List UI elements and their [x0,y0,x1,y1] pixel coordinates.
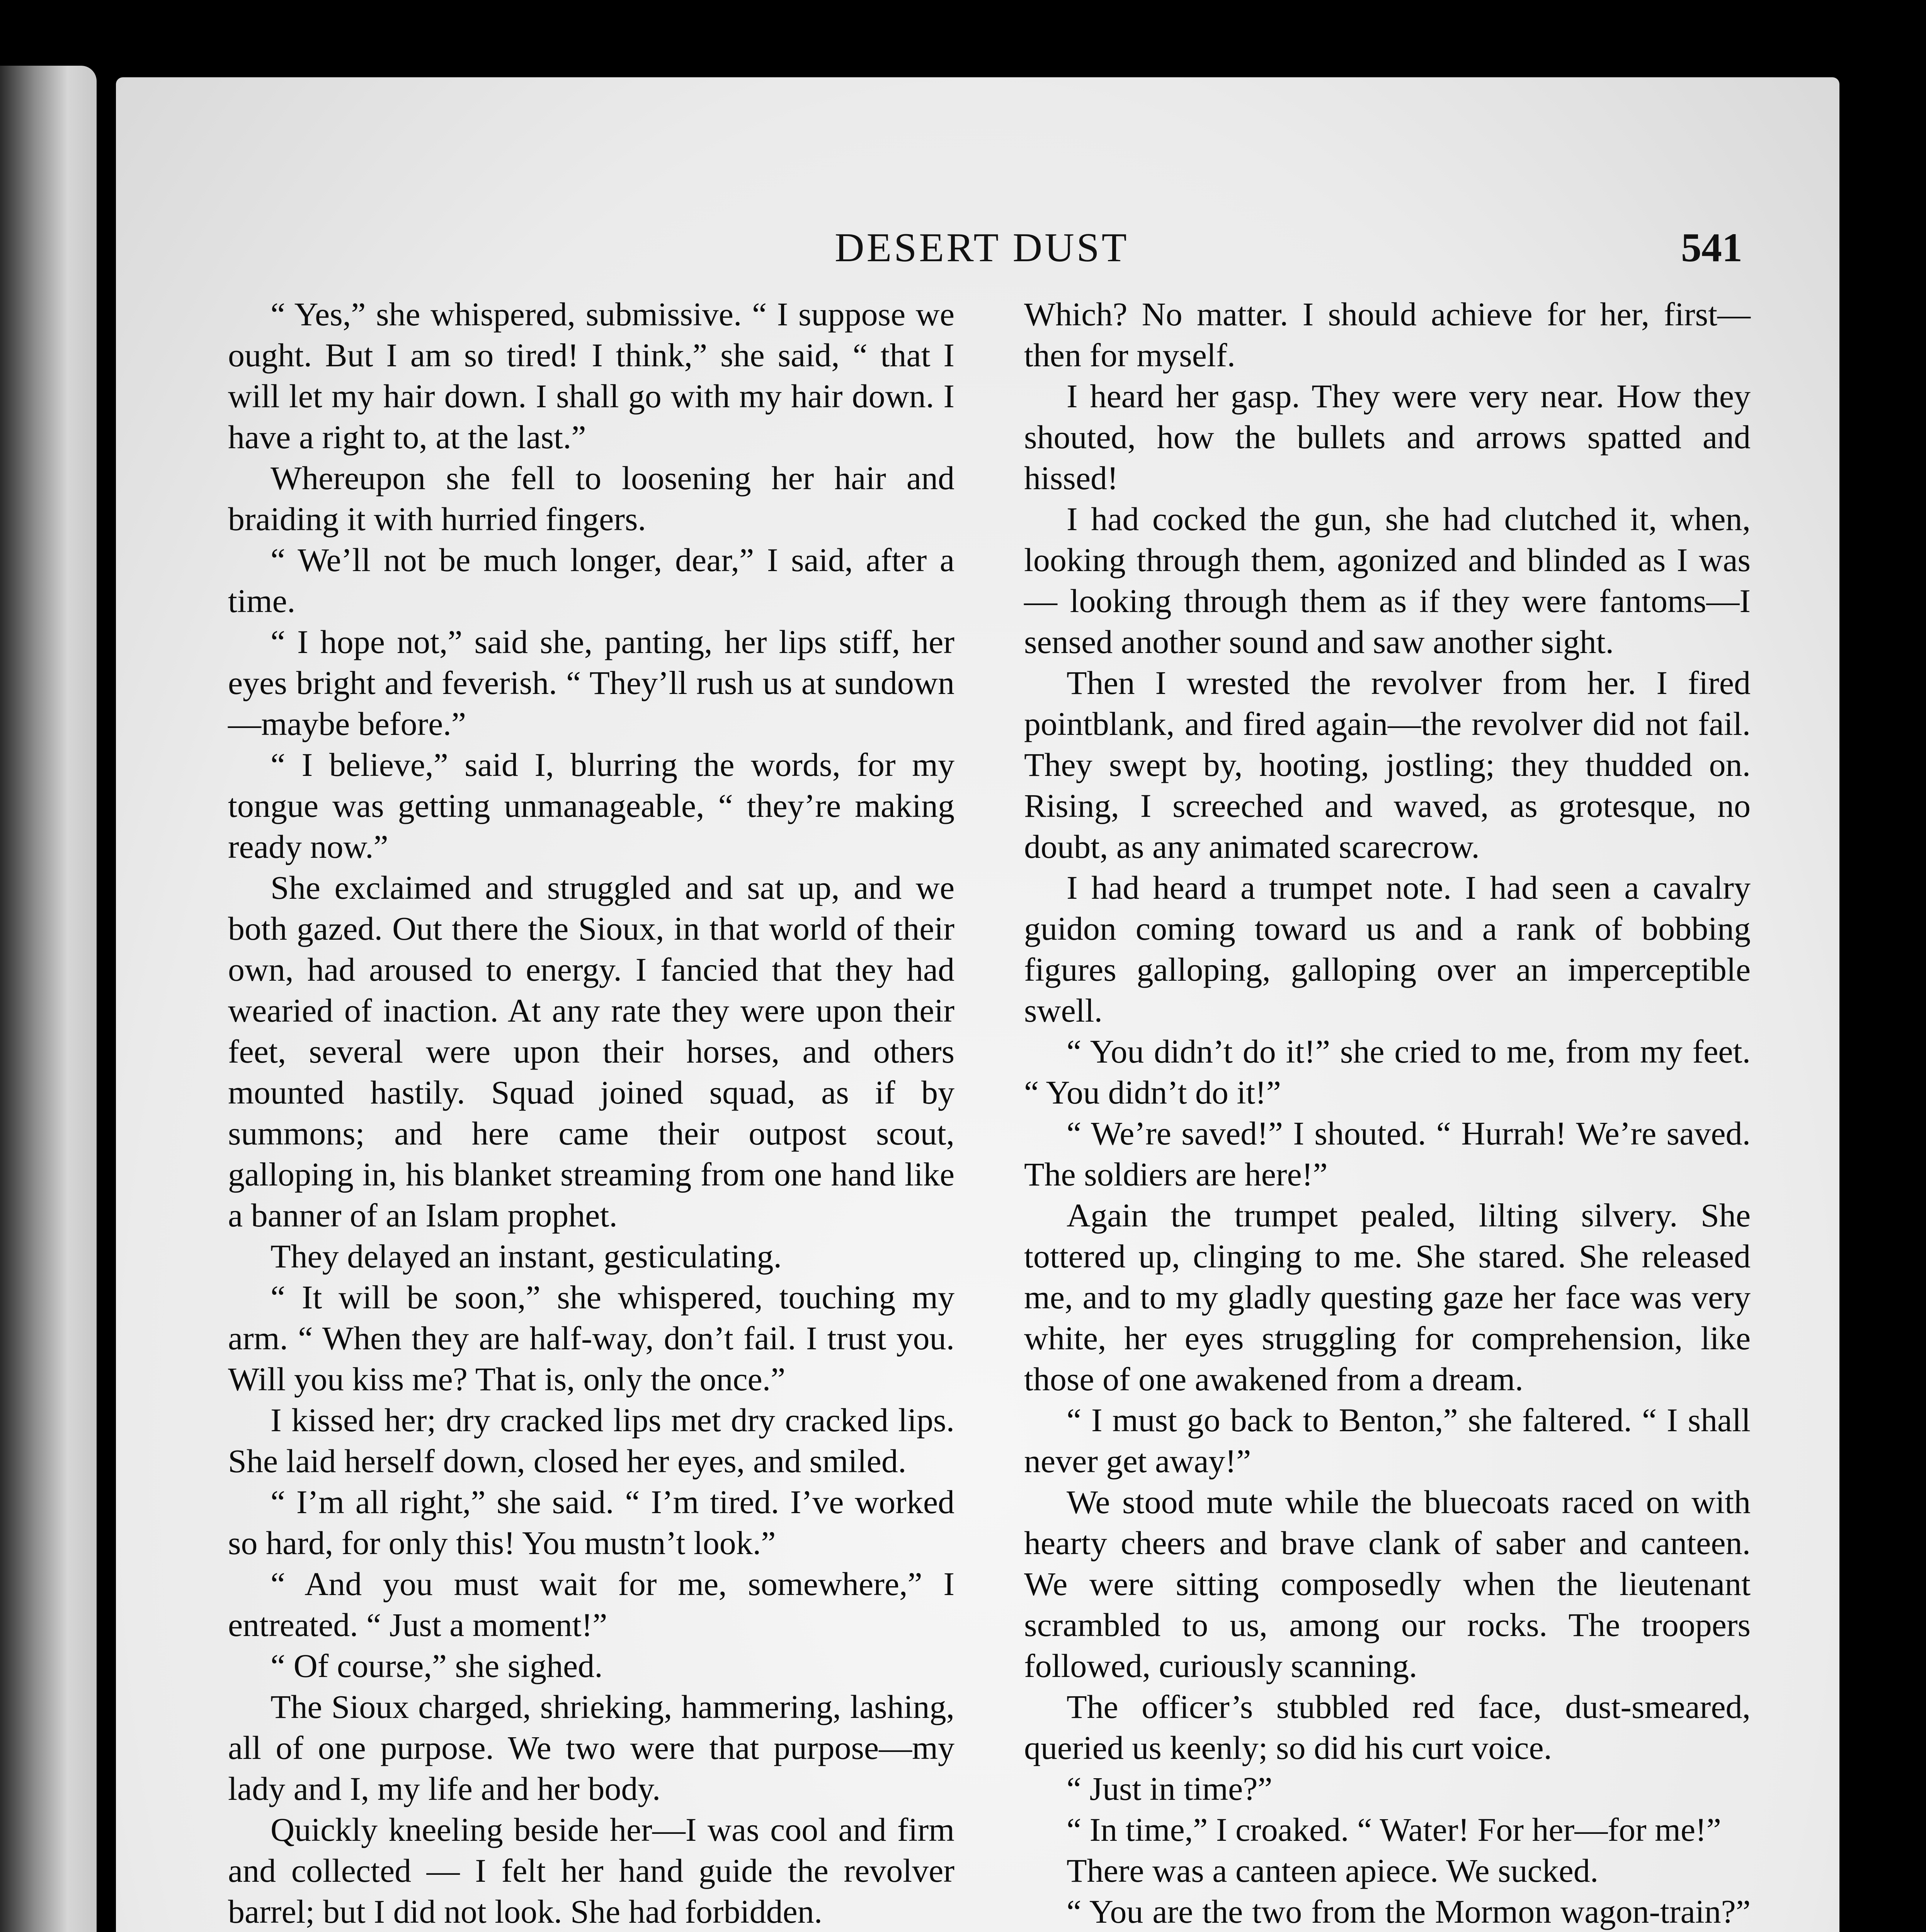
paragraph: “ We’ll not be much longer, dear,” I said, after a time. [228,541,954,619]
left-text-column [228,294,954,1932]
paragraph: Which? No matter. I should achieve for her, first—then for myself. [1024,296,1751,374]
paragraph: “ I must go back to Benton,” she faltered. “ I shall never get away!” [1024,1401,1751,1480]
paragraph: I had heard a trumpet note. I had seen a cavalry guidon coming toward us and a rank of bobbing figures galloping, galloping over an imperceptible swell. [1024,869,1751,1029]
paragraph: “ I hope not,” said she, panting, her lips stiff, her eyes bright and feverish. “ They’ll rush us at sundown—maybe before.” [228,623,954,742]
paragraph: We stood mute while the bluecoats raced on with hearty cheers and brave clank of saber and canteen. We were sitting composedly when the lieutenant scrambled to us, among our rocks. The troopers followed, curiously scanning. [1024,1483,1751,1684]
paragraph: Whereupon she fell to loosening her hair and braiding it with hurried fingers. [228,459,954,537]
paragraph: “ I believe,” said I, blurring the words, for my tongue was getting unmanageable, “ they’re making ready now.” [228,746,954,865]
paragraph: “ Of course,” she sighed. [271,1647,603,1684]
paragraph: I heard her gasp. They were very near. How they shouted, how the bullets and arrows spatted and hissed! [1024,378,1751,497]
paragraph: “ In time,” I croaked. “ Water! For her—for me!” [1067,1811,1721,1848]
page-number: 541 [1681,225,1742,270]
paragraph: “ We’re saved!” I shouted. “ Hurrah! We’re saved. The soldiers are here!” [1024,1115,1751,1193]
paragraph: Then I wrested the revolver from her. I fired pointblank, and fired again—the revolver did not fail. They swept by, hooting, jostling; they thudded on. Rising, I screeched and waved, as grotesque, no doubt, as any animated scarecrow. [1024,664,1751,865]
paragraph: “ You are the two from the Mormon wagon-train?” [1067,1893,1751,1930]
paragraph: I had cocked the gun, she had clutched it, when, looking through them, agonized and blinded as I was — looking through them as if they were fantoms—I sensed another sound and saw another sight. [1024,500,1751,660]
previous-page-edge [0,66,97,1932]
paragraph: She exclaimed and struggled and sat up, and we both gazed. Out there the Sioux, in that world of their own, had aroused to energy. I fancied that they had wearied of inaction. At any rate they were upon their feet, several were upon their horses, and others mounted hastily. Squad joined squad, as if by summons; and here came their outpost scout, galloping in, his blanket streaming from one hand like a banner of an Islam prophet. [228,869,954,1234]
paragraph: The Sioux charged, shrieking, hammering, lashing, all of one purpose. We two were that purpose—my lady and I, my life and her body. [228,1688,954,1807]
paragraph: “ Just in time?” [1067,1770,1273,1807]
right-text-column [1024,294,1751,1932]
paragraph: “ I’m all right,” she said. “ I’m tired. I’ve worked so hard, for only this! You mustn’t look.” [228,1483,954,1561]
paragraph: Quickly kneeling beside her—I was cool and firm and collected — I felt her hand guide the revolver barrel; but I did not look. She had forbidden. [228,1811,954,1930]
paragraph: “ Yes,” she whispered, submissive. “ I suppose we ought. But I am so tired! I think,” she said, “ that I will let my hair down. I shall go with my hair down. I have a right to, at the last.” [228,296,954,456]
paragraph: “ And you must wait for me, somewhere,” I entreated. “ Just a moment!” [228,1565,954,1643]
paragraph: They delayed an instant, gesticulating. [271,1238,782,1275]
paragraph: “ It will be soon,” she whispered, touching my arm. “ When they are half-way, don’t fail. I trust you. Will you kiss me? That is, only the once.” [228,1279,954,1398]
page-header [116,224,1839,286]
paragraph: There was a canteen apiece. We sucked. [1067,1852,1599,1889]
book-page [116,77,1839,1932]
paragraph: The officer’s stubbled red face, dust-smeared, queried us keenly; so did his curt voice. [1024,1688,1751,1766]
running-head: DESERT DUST [835,225,1129,270]
paragraph: Again the trumpet pealed, lilting silvery. She tottered up, clinging to me. She stared. She released me, and to my gladly questing gaze her face was very white, her eyes struggling for comprehension, like those of one awakened from a dream. [1024,1197,1751,1398]
paragraph: “ You didn’t do it!” she cried to me, from my feet. “ You didn’t do it!” [1024,1033,1751,1111]
paragraph: I kissed her; dry cracked lips met dry cracked lips. She laid herself down, closed her eyes, and smiled. [228,1401,954,1480]
